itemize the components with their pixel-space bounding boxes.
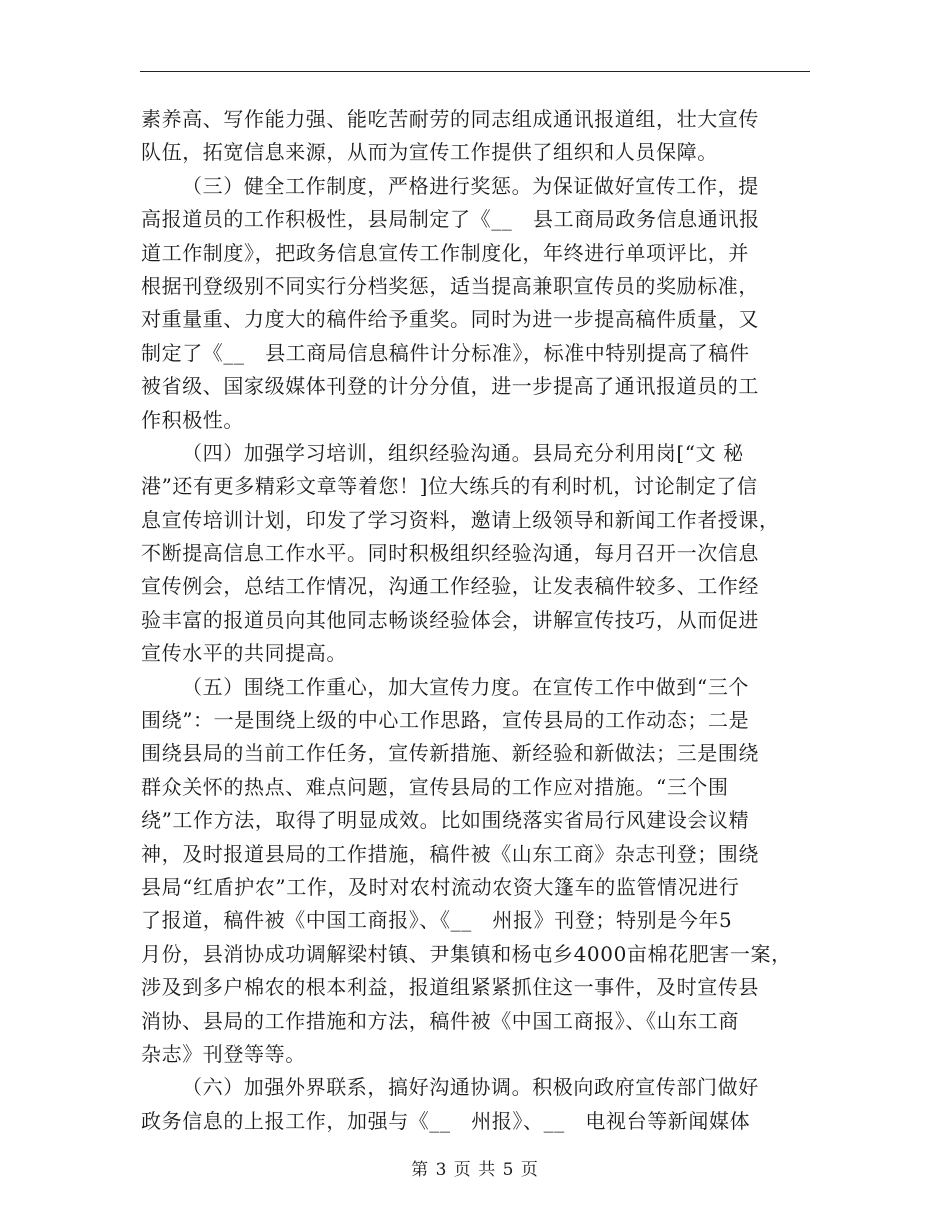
text-line: （五）围绕工作重心，加大宣传力度。在宣传工作中做到“三个	[182, 674, 750, 699]
page-number: 第 3 页 共 5 页	[411, 1160, 539, 1180]
text-line: 杂志》刊登等等。	[141, 1041, 306, 1066]
header-rule	[140, 71, 810, 72]
text-line: 高报道员的工作积极性，县局制定了《__ 县工商局政务信息通讯报	[141, 207, 760, 232]
text-line: 验丰富的报道员向其他同志畅谈经验体会，讲解宣传技巧，从而促进	[141, 607, 759, 632]
text-line: （四）加强学习培训，组织经验沟通。县局充分利用岗[“文 秘	[182, 440, 744, 465]
text-line: 宣传例会，总结工作情况，沟通工作经验，让发表稿件较多、工作经	[141, 574, 759, 599]
text-line: 围绕县局的当前工作任务，宣传新措施、新经验和新做法；三是围绕	[141, 741, 759, 766]
text-line: 息宣传培训计划，印发了学习资料，邀请上级领导和新闻工作者授课，	[141, 507, 780, 532]
text-line: 绕”工作方法，取得了明显成效。比如围绕落实省局行风建设会议精	[141, 808, 750, 833]
text-line: 道工作制度》，把政务信息宣传工作制度化，年终进行单项评比，并	[141, 240, 749, 265]
text-line: 群众关怀的热点、难点问题，宣传县局的工作应对措施。“三个围	[141, 774, 729, 799]
text-line: 被省级、国家级媒体刊登的计分分值，进一步提高了通讯报道员的工	[141, 374, 759, 399]
text-line: （三）健全工作制度，严格进行奖惩。为保证做好宣传工作，提	[182, 173, 759, 198]
text-line: 政务信息的上报工作，加强与《__ 州报》、__ 电视台等新闻媒体	[141, 1108, 751, 1133]
text-line: 消协、县局的工作措施和方法，稿件被《中国工商报》、《山东工商	[141, 1008, 739, 1033]
text-line: 围绕”：一是围绕上级的中心工作思路，宣传县局的工作动态；二是	[141, 708, 750, 733]
text-line: 对重量重、力度大的稿件给予重奖。同时为进一步提高稿件质量，又	[141, 307, 759, 332]
text-line: 月份，县消协成功调解梁村镇、尹集镇和杨屯乡4000亩棉花肥害一案，	[141, 941, 792, 966]
text-line: （六）加强外界联系，搞好沟通协调。积极向政府宣传部门做好	[182, 1075, 759, 1100]
text-line: 不断提高信息工作水平。同时积极组织经验沟通，每月召开一次信息	[141, 541, 759, 566]
text-line: 根据刊登级别不同实行分档奖惩，适当提高兼职宣传员的奖励标准，	[141, 273, 759, 298]
text-line: 涉及到多户棉农的根本利益，报道组紧紧抓住这一事件，及时宣传县	[141, 975, 759, 1000]
text-line: 港”还有更多精彩文章等着您！]位大练兵的有利时机，讨论制定了信	[141, 474, 758, 499]
text-line: 宣传水平的共同提高。	[141, 641, 347, 666]
document-body	[141, 103, 811, 1138]
text-line: 县局“红盾护农”工作，及时对农村流动农资大篷车的监管情况进行	[141, 874, 740, 899]
text-line: 制定了《__ 县工商局信息稿件计分标准》，标准中特别提高了稿件	[141, 340, 750, 365]
text-line: 素养高、写作能力强、能吃苦耐劳的同志组成通讯报道组，壮大宣传	[141, 107, 759, 131]
text-line: 神，及时报道县局的工作措施，稿件被《山东工商》杂志刊登；围绕	[141, 841, 759, 866]
text-line: 队伍，拓宽信息来源，从而为宣传工作提供了组织和人员保障。	[141, 140, 718, 165]
text-line: 了报道，稿件被《中国工商报》、《__ 州报》刊登；特别是今年5	[141, 908, 733, 933]
text-line: 作积极性。	[141, 407, 244, 432]
